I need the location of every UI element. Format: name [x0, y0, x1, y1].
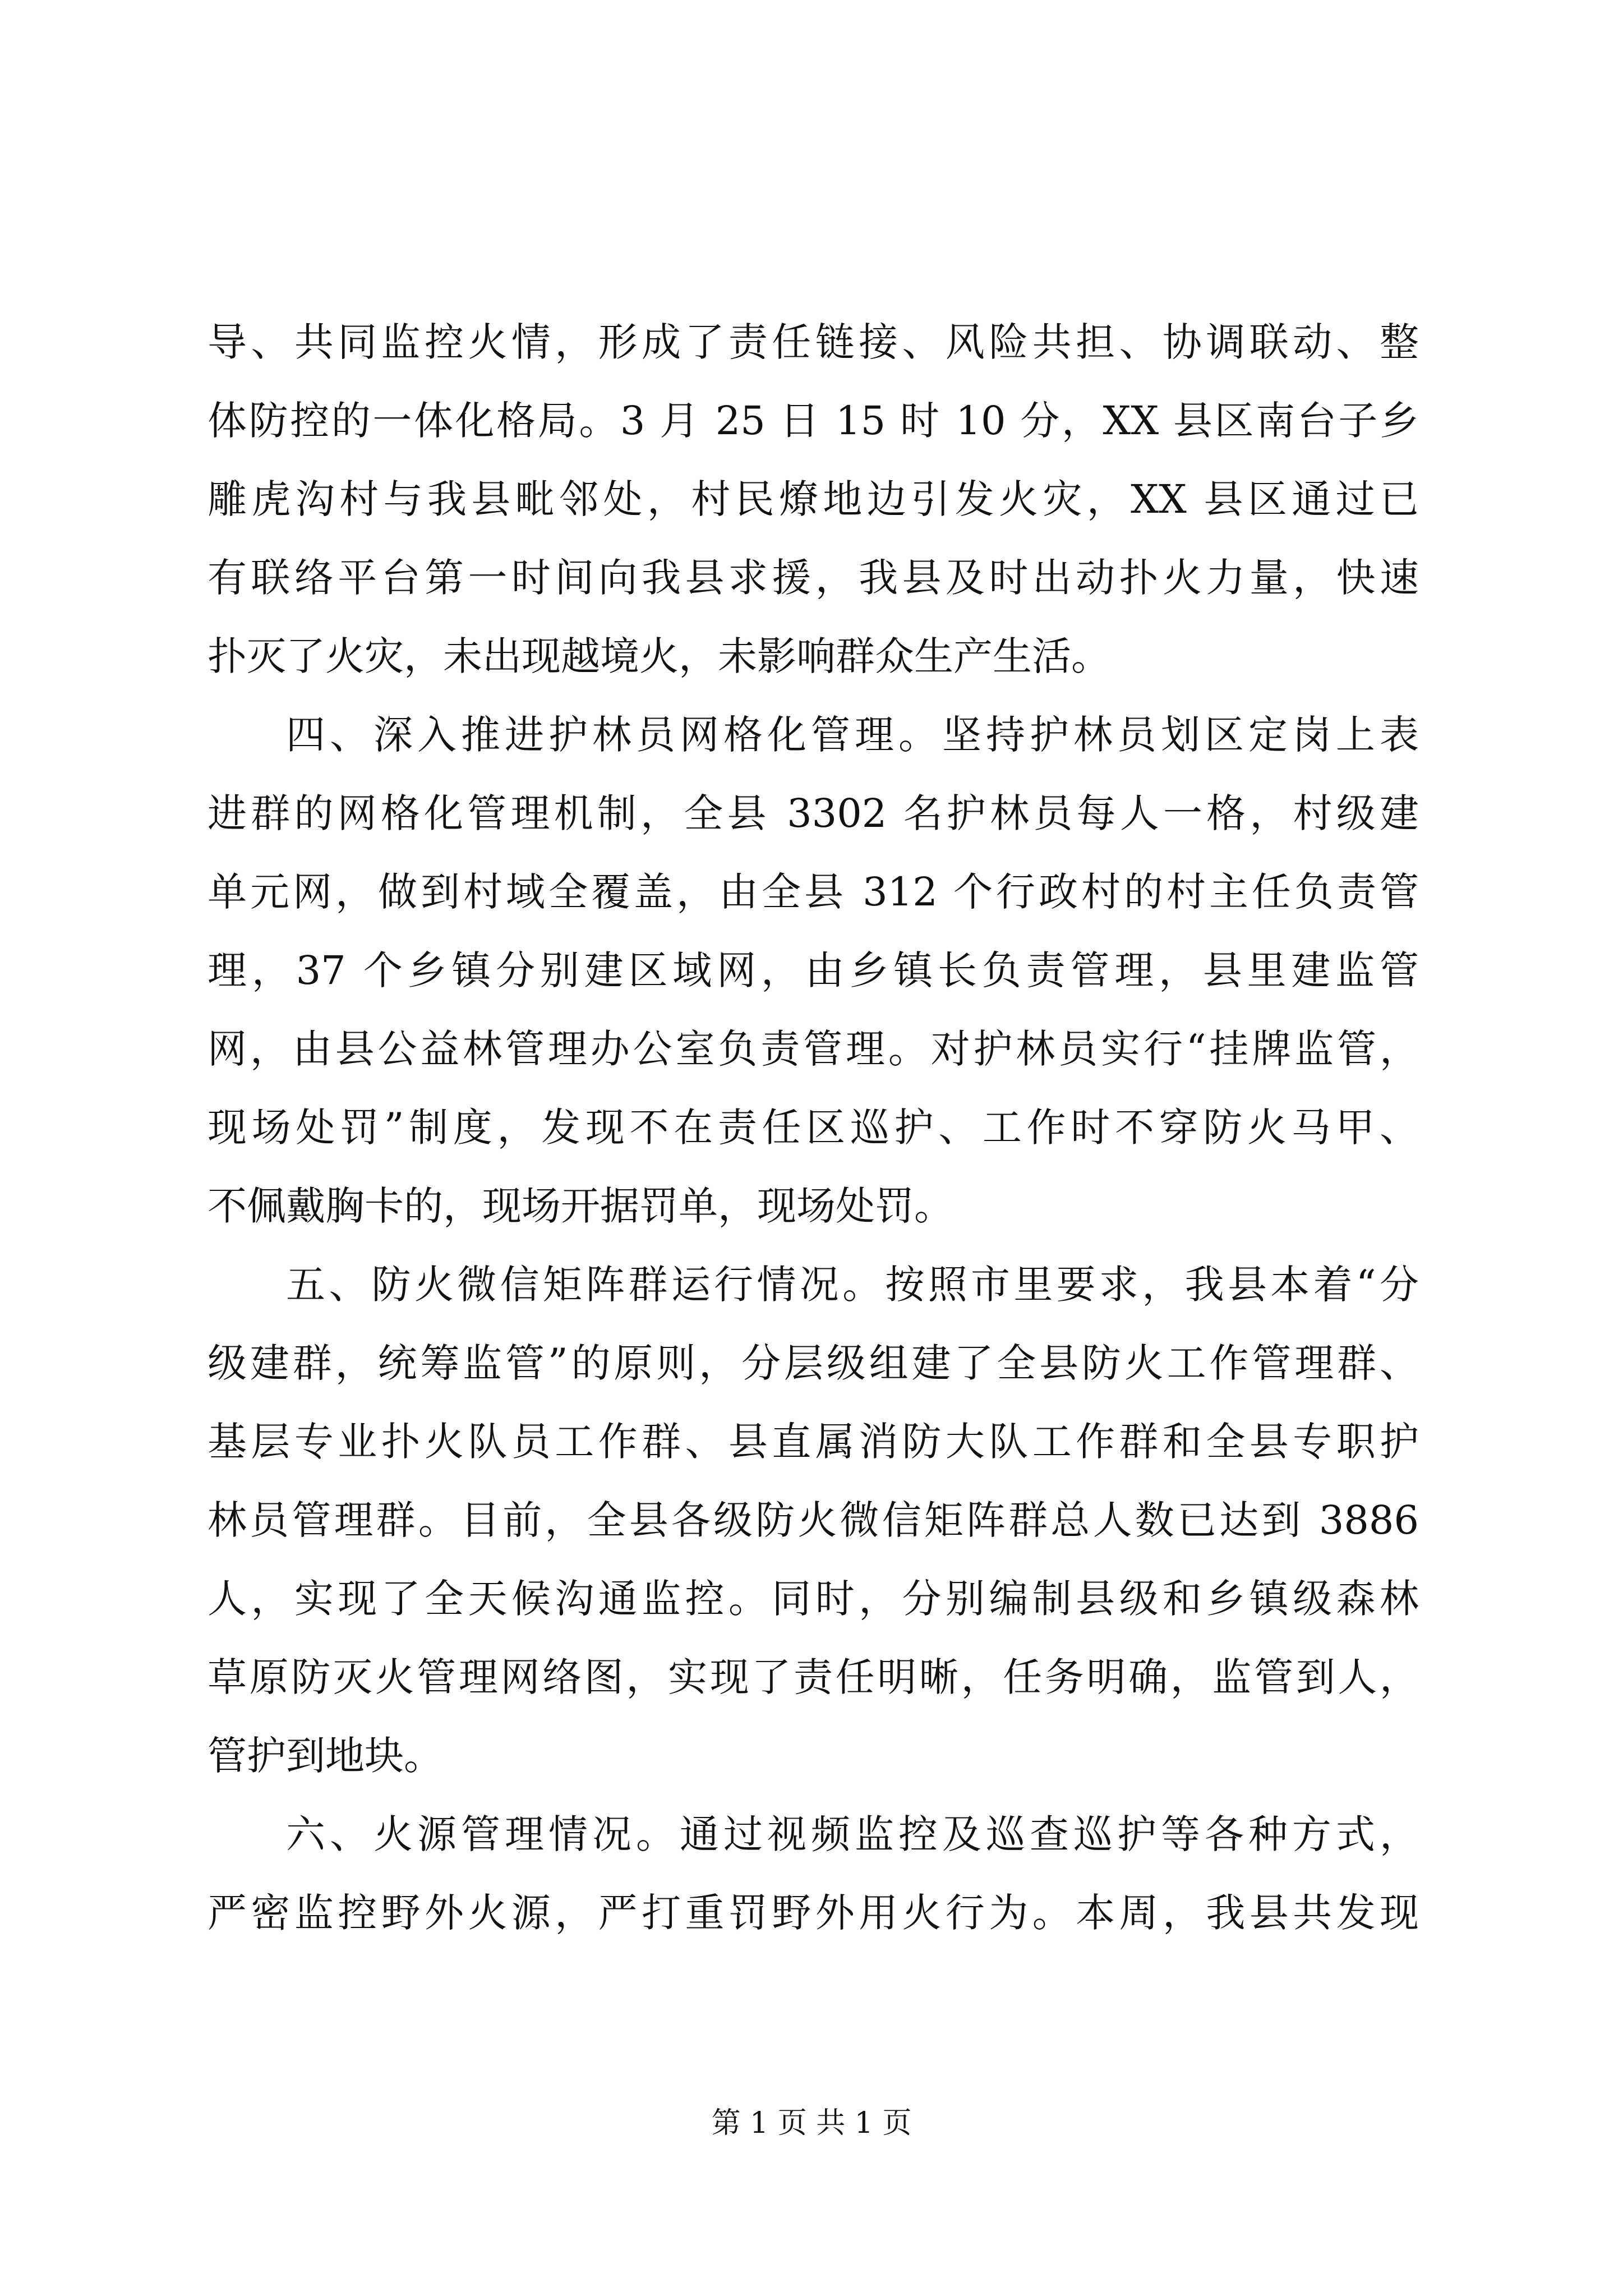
text-line: 单元网，做到村域全覆盖，由全县 312 个行政村的村主任负责管	[208, 869, 1419, 915]
text-line: 理，37 个乡镇分别建区域网，由乡镇长负责管理，县里建监管	[208, 947, 1419, 993]
text-line: 级建群，统筹监管”的原则，分层级组建了全县防火工作管理群、	[208, 1340, 1419, 1386]
text-line: 基层专业扑火队员工作群、县直属消防大队工作群和全县专职护	[208, 1419, 1419, 1465]
paragraph-heading-line: 五、防火微信矩阵群运行情况。按照市里要求，我县本着“分	[286, 1262, 1419, 1308]
text-line: 林员管理群。目前，全县各级防火微信矩阵群总人数已达到 3886	[208, 1497, 1419, 1543]
document-body	[208, 303, 1419, 1952]
text-line: 网，由县公益林管理办公室负责管理。对护林员实行“挂牌监管，	[208, 1026, 1419, 1072]
text-line: 人，实现了全天候沟通监控。同时，分别编制县级和乡镇级森林	[208, 1576, 1419, 1622]
paragraph-heading-line: 四、深入推进护林员网格化管理。坚持护林员划区定岗上表	[286, 712, 1419, 758]
text-line: 体防控的一体化格局。3 月 25 日 15 时 10 分，XX 县区南台子乡	[208, 398, 1419, 444]
paragraph-heading-line: 六、火源管理情况。通过视频监控及巡查巡护等各种方式，	[286, 1811, 1419, 1857]
text-line: 扑灭了火灾，未出现越境火，未影响群众生产生活。	[208, 633, 1110, 679]
text-line: 有联络平台第一时间向我县求援，我县及时出动扑火力量，快速	[208, 555, 1419, 601]
text-line: 草原防灭火管理网络图，实现了责任明晰，任务明确，监管到人，	[208, 1654, 1419, 1700]
text-line: 雕虎沟村与我县毗邻处，村民燎地边引发火灾，XX 县区通过已	[208, 476, 1419, 522]
text-line: 管护到地块。	[208, 1733, 443, 1779]
page-number-footer: 第 1 页 共 1 页	[711, 2106, 912, 2140]
text-line: 进群的网格化管理机制，全县 3302 名护林员每人一格，村级建	[208, 790, 1419, 836]
text-line: 现场处罚”制度，发现不在责任区巡护、工作时不穿防火马甲、	[208, 1105, 1419, 1151]
text-line: 导、共同监控火情，形成了责任链接、风险共担、协调联动、整	[208, 319, 1419, 365]
text-line: 严密监控野外火源，严打重罚野外用火行为。本周，我县共发现	[208, 1890, 1419, 1936]
text-line: 不佩戴胸卡的，现场开据罚单，现场处罚。	[208, 1183, 953, 1229]
